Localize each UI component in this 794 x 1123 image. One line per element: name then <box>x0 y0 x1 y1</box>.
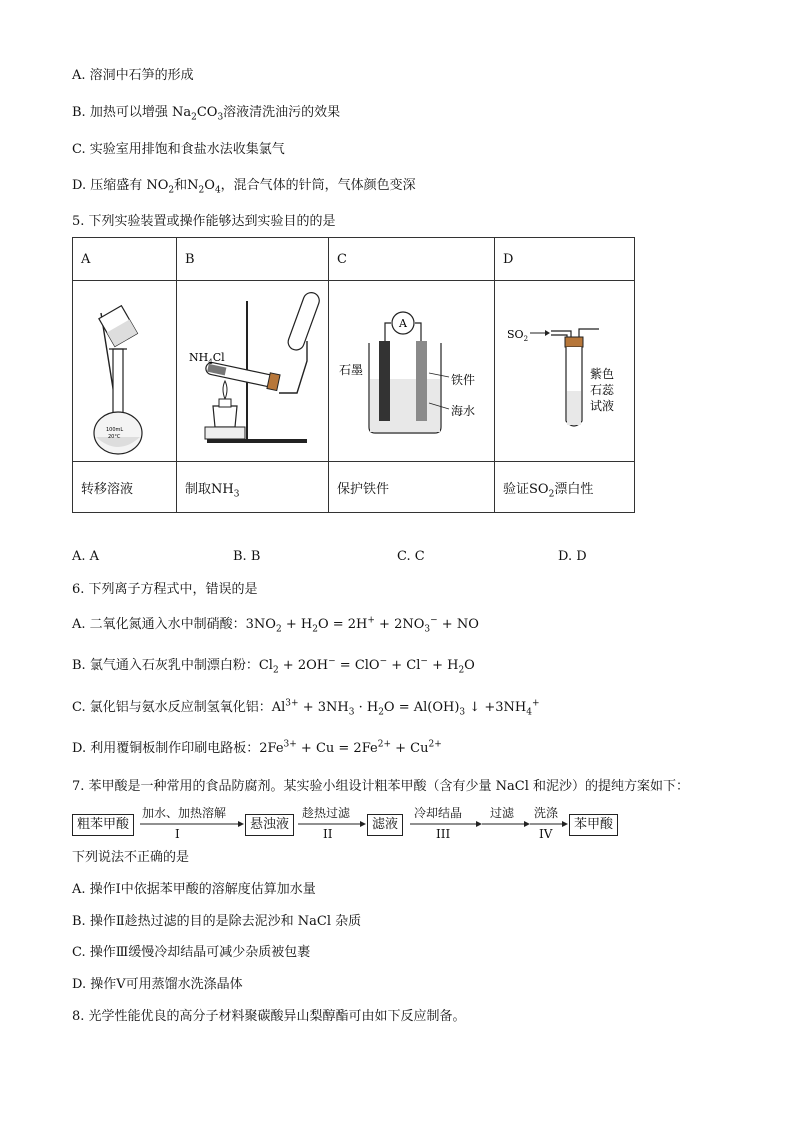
q4-option-a: A. 溶洞中石笋的形成 <box>72 68 194 83</box>
flow-numeral-3: III <box>436 827 451 841</box>
litmus-label-3: 试液 <box>590 399 615 413</box>
q5-figure-d <box>495 281 635 462</box>
q5-figure-a <box>73 281 177 462</box>
q8-stem: 8. 光学性能优良的高分子材料聚碳酸异山梨醇酯可由如下反应制备。 <box>72 1009 466 1024</box>
q7-option-b: B. 操作Ⅱ趁热过滤的目的是除去泥沙和 NaCl 杂质 <box>72 914 362 929</box>
q5-answer-c: C. C <box>397 549 425 564</box>
q4-d-and: 和 <box>174 178 188 193</box>
q6-b-text: B. 氯气通入石灰乳中制漂白粉： <box>72 658 259 673</box>
q7-stem: 7. 苯甲酸是一种常用的食品防腐剂。某实验小组设计粗苯甲酸（含有少量 NaCl 和泥沙）的提纯方案如下： <box>72 779 690 794</box>
so2-label: $SO_2$ <box>507 328 529 343</box>
flow-box-product: 苯甲酸 <box>569 814 618 836</box>
so2-bleaching-diagram <box>495 281 634 457</box>
q5-answer-a: A. A <box>72 549 100 564</box>
q7-option-d: D. 操作Ⅴ可用蒸馏水洗涤晶体 <box>72 977 243 992</box>
q4-option-c: C. 实验室用排饱和食盐水法收集氯气 <box>72 142 285 157</box>
flask-label-1: 100mL <box>106 427 124 433</box>
q4-d-text: D. 压缩盛有 <box>72 178 147 193</box>
formula-n2o4: $N_2O_4$ <box>187 178 221 196</box>
q4-option-b <box>72 104 340 122</box>
q5-figure-b <box>177 281 329 462</box>
q4-b-text: B. 加热可以增强 <box>72 105 172 120</box>
q4-b-text-2: 溶液清洗油污的效果 <box>223 105 341 120</box>
flow-numeral-4: IV <box>539 827 553 841</box>
q5-header-d: D <box>495 238 635 281</box>
flow-step-4: 过滤 <box>490 806 515 820</box>
q4-d-text-2: ，混合气体的针筒，气体颜色变深 <box>220 178 416 193</box>
q5-apparatus-table <box>72 237 635 513</box>
formula-na2co3: $Na_2CO_3$ <box>171 105 224 123</box>
flow-step-2: 趁热过滤 <box>302 806 351 820</box>
flow-box-filtrate: 滤液 <box>367 814 403 836</box>
q6-d-text: D. 利用覆铜板制作印刷电路板： <box>72 741 260 756</box>
q6-c-text: C. 氯化铝与氨水反应制氢氧化铝： <box>72 700 272 715</box>
iron-label: 铁件 <box>451 373 476 387</box>
flow-step-5: 洗涤 <box>534 806 559 820</box>
q5-caption-c: 保护铁件 <box>329 462 495 513</box>
q6-option-c <box>72 699 539 717</box>
q5-answer-b: B. B <box>233 549 261 564</box>
flow-box-crude: 粗苯甲酸 <box>72 814 134 836</box>
q7-option-c: C. 操作Ⅲ缓慢冷却结晶可减少杂质被包裹 <box>72 945 311 960</box>
equation-a: $3NO_2 + H_2O = 2H^+ + 2NO_3^-$ + NO <box>245 615 479 635</box>
equation-b: $Cl_2 + 2OH^- = ClO^- + Cl^- + H_2O$ <box>258 656 475 676</box>
formula-no2: $NO_2$ <box>146 178 175 196</box>
q6-option-a <box>72 616 479 634</box>
q6-a-text: A. 二氧化氮通入水中制硝酸： <box>72 617 246 632</box>
q7-flowchart <box>72 806 632 846</box>
q6-option-d <box>72 740 442 758</box>
volumetric-flask-diagram <box>73 281 176 457</box>
q4-option-d <box>72 177 416 195</box>
q5-header-b: B <box>177 238 329 281</box>
flow-numeral-1: I <box>175 827 180 841</box>
equation-c: $Al^{3+} + 3NH_3 \cdot H_2O = Al(OH)_3$ ↓ $+3NH_4^+$ <box>271 698 540 718</box>
iron-protection-diagram <box>329 281 494 457</box>
nh4cl-label: $NH_4Cl$ <box>189 351 225 366</box>
graphite-label: 石墨 <box>339 363 364 377</box>
q5-caption-a: 转移溶液 <box>73 462 177 513</box>
flow-step-1: 加水、加热溶解 <box>142 806 227 820</box>
q5-header-a: A <box>73 238 177 281</box>
flow-box-suspension: 悬浊液 <box>245 814 294 836</box>
equation-d: $2Fe^{3+} + Cu = 2Fe^{2+} + Cu^{2+}$ <box>259 739 442 756</box>
q5-caption-b: 制取$NH_3$ <box>177 462 329 513</box>
q5-figure-c <box>329 281 495 462</box>
q5-header-c: C <box>329 238 495 281</box>
q5-stem: 5. 下列实验装置或操作能够达到实验目的的是 <box>72 214 336 229</box>
flask-label-2: 20°C <box>108 434 121 440</box>
litmus-label-1: 紫色 <box>590 367 615 381</box>
q7-option-a: A. 操作Ⅰ中依据苯甲酸的溶解度估算加水量 <box>72 882 316 897</box>
ammeter-label: A <box>399 317 407 330</box>
flow-step-3: 冷却结晶 <box>414 806 463 820</box>
q6-stem: 6. 下列离子方程式中，错误的是 <box>72 582 258 597</box>
q6-option-b <box>72 657 475 675</box>
q7-sub-stem: 下列说法不正确的是 <box>72 850 190 865</box>
nh3-preparation-diagram <box>177 281 328 457</box>
q5-caption-d: 验证$SO_2$漂白性 <box>495 462 635 513</box>
flow-numeral-2: II <box>323 827 333 841</box>
litmus-label-2: 石蕊 <box>590 383 615 397</box>
q5-answer-d: D. D <box>558 549 587 564</box>
seawater-label: 海水 <box>451 404 476 418</box>
